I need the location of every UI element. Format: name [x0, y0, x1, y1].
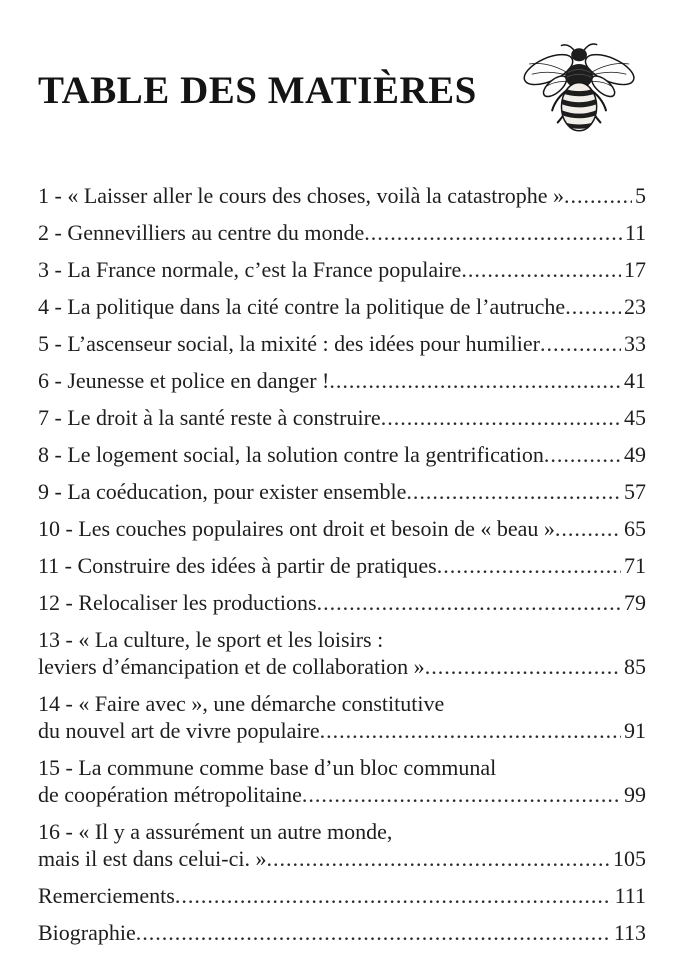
- dot-leader: [136, 919, 611, 946]
- toc-entry-page: 105: [613, 846, 646, 871]
- toc-entry-title-line1: 13 - « La culture, le sport et les loisirs :: [38, 627, 384, 652]
- dot-leader: [565, 293, 621, 320]
- toc-entry-title: Remerciements: [38, 883, 175, 908]
- dot-leader: [364, 219, 622, 246]
- toc-entry-title: 12 - Relocaliser les productions: [38, 590, 317, 615]
- toc-entry-title-line1: 15 - La commune comme base d’un bloc communal: [38, 755, 497, 780]
- toc-entry-page: 5: [635, 183, 646, 208]
- toc-entry-title: Biographie: [38, 920, 136, 945]
- toc-entry-page: 71: [624, 553, 646, 578]
- toc-entry-title: 4 - La politique dans la cité contre la politique de l’autruche: [38, 294, 566, 319]
- toc-entry-page: 23: [624, 294, 646, 319]
- toc-entry-16: [38, 818, 646, 872]
- toc-entry-14: [38, 690, 646, 744]
- toc-entry-10: [38, 515, 646, 542]
- toc-entry-title-line2: de coopération métropolitaine: [38, 782, 302, 807]
- toc-entry-title-line1: 16 - « Il y a assurément un autre monde,: [38, 819, 393, 844]
- toc-entry-page: 79: [624, 590, 646, 615]
- toc-entry-page: 57: [624, 479, 646, 504]
- bee-illustration-icon: [516, 39, 644, 141]
- toc-entry-title-line1: 14 - « Faire avec », une démarche constitutive: [38, 691, 445, 716]
- dot-leader: [175, 882, 612, 909]
- toc-entry-3: [38, 256, 646, 283]
- toc-entry-page: 111: [614, 883, 646, 908]
- dot-leader: [406, 478, 621, 505]
- toc-entry-page: 49: [624, 442, 646, 467]
- toc-entry-4: [38, 293, 646, 320]
- dot-leader: [425, 653, 621, 680]
- toc-entry-biographie: [38, 919, 646, 946]
- toc-entry-page: 91: [624, 718, 646, 743]
- toc-entry-1: [38, 182, 646, 209]
- toc-entry-page: 85: [624, 654, 646, 679]
- dot-leader: [317, 589, 621, 616]
- toc-entry-page: 17: [624, 257, 646, 282]
- dot-leader: [461, 256, 621, 283]
- toc-entry-title: 9 - La coéducation, pour exister ensemble: [38, 479, 407, 504]
- toc-entry-title: 3 - La France normale, c’est la France populaire: [38, 257, 462, 282]
- toc-entry-title: 8 - Le logement social, la solution contre la gentrification: [38, 442, 544, 467]
- toc-entry-remerciements: [38, 882, 646, 909]
- dot-leader: [540, 330, 621, 357]
- toc-entry-page: 11: [624, 220, 646, 245]
- toc-entry-title-line2: du nouvel art de vivre populaire: [38, 718, 320, 743]
- toc-entry-12: [38, 589, 646, 616]
- dot-leader: [320, 717, 621, 744]
- toc-entry-6: [38, 367, 646, 394]
- toc-entry-page: 41: [624, 368, 646, 393]
- toc-entry-11: [38, 552, 646, 579]
- dot-leader: [544, 441, 621, 468]
- toc-entry-5: [38, 330, 646, 357]
- toc-entry-7: [38, 404, 646, 431]
- toc-entry-title: 11 - Construire des idées à partir de pratiques: [38, 553, 437, 578]
- toc-entry-2: [38, 219, 646, 246]
- dot-leader: [437, 552, 621, 579]
- toc-entry-page: 99: [624, 782, 646, 807]
- dot-leader: [329, 367, 621, 394]
- dot-leader: [381, 404, 621, 431]
- toc-entry-13: [38, 626, 646, 680]
- toc-entry-15: [38, 754, 646, 808]
- dot-leader: [564, 182, 632, 209]
- toc-entry-title-line2: leviers d’émancipation et de collaboration »: [38, 654, 425, 679]
- page-title: TABLE DES MATIÈRES: [38, 68, 477, 112]
- toc-entry-9: [38, 478, 646, 505]
- toc-entry-title: 2 - Gennevilliers au centre du monde: [38, 220, 365, 245]
- toc-entry-title: 10 - Les couches populaires ont droit et besoin de « beau »: [38, 516, 555, 541]
- dot-leader: [555, 515, 621, 542]
- toc-entry-title: 7 - Le droit à la santé reste à construire: [38, 405, 381, 430]
- toc-entry-title-line2: mais il est dans celui-ci. »: [38, 846, 267, 871]
- toc-entry-page: 113: [613, 920, 646, 945]
- toc-entry-8: [38, 441, 646, 468]
- toc-entry-page: 65: [624, 516, 646, 541]
- toc-entry-page: 33: [624, 331, 646, 356]
- toc-entry-page: 45: [624, 405, 646, 430]
- toc-entry-title: 5 - L’ascenseur social, la mixité : des idées pour humilier: [38, 331, 540, 356]
- table-of-contents: [38, 182, 646, 946]
- dot-leader: [267, 845, 611, 872]
- toc-entry-title: 1 - « Laisser aller le cours des choses, voilà la catastrophe »: [38, 183, 564, 208]
- toc-entry-title: 6 - Jeunesse et police en danger !: [38, 368, 330, 393]
- page-header: [38, 38, 646, 142]
- dot-leader: [302, 781, 621, 808]
